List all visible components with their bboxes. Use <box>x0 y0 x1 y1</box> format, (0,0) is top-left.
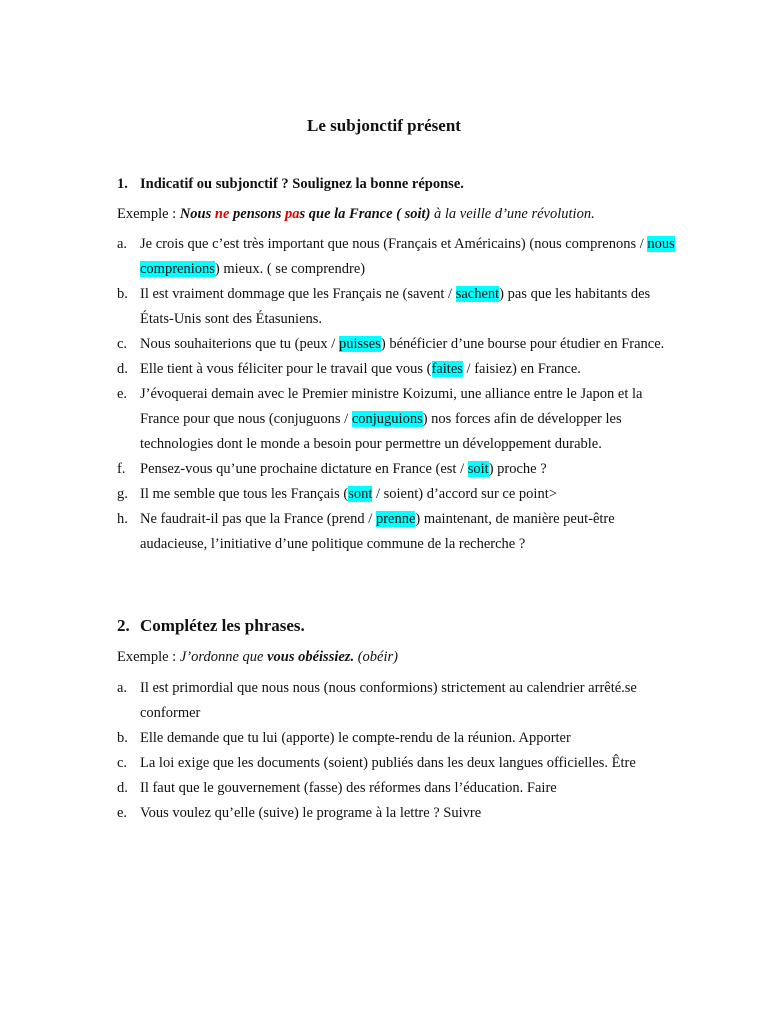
example-nous: Nous <box>179 206 215 222</box>
list-item <box>117 801 677 826</box>
section-2-heading <box>117 616 305 636</box>
item-text-before: Il me semble que tous les Français ( <box>140 486 349 502</box>
list-item <box>117 282 677 332</box>
list-item <box>117 507 677 557</box>
list-item <box>117 382 677 457</box>
list-item <box>117 482 677 507</box>
item-text-before: Ne faudrait-il pas que la France (prend / <box>140 511 376 527</box>
example-prefix: Exemple : <box>117 649 180 665</box>
item-marker: a. <box>117 680 128 696</box>
section-2-example <box>117 649 398 666</box>
section-1-heading-text: Indicatif ou subjonctif ? Soulignez la bonne réponse. <box>140 176 464 192</box>
example-que-la-france: s que la France ( soit) <box>299 206 431 222</box>
list-item <box>117 232 677 282</box>
item-marker: d. <box>117 780 128 796</box>
list-item <box>117 457 677 482</box>
item-text-before: Elle tient à vous féliciter pour le travail que vous ( <box>140 361 432 377</box>
item-text-after: ) pas que les habitants des États-Unis sont des Étasuniens. <box>140 286 651 327</box>
list-item <box>117 676 677 726</box>
section-2-list <box>117 676 677 826</box>
item-text-after: ) bénéficier d’une bourse pour étudier en France. <box>380 336 665 352</box>
item-marker: b. <box>117 286 128 302</box>
section-1-example <box>117 206 595 223</box>
item-answer-highlight: prenne <box>375 511 416 527</box>
section-1-heading <box>117 176 464 193</box>
item-text-after: ) proche ? <box>488 461 547 477</box>
example-italic-start: J’ordonne que <box>179 649 268 665</box>
item-text: Il faut que le gouvernement (fasse) des réformes dans l’éducation. Faire <box>140 780 557 796</box>
item-text: La loi exige que les documents (soient) publiés dans les deux langues officielles. Être <box>140 755 636 771</box>
list-item <box>117 357 677 382</box>
item-text: Il est primordial que nous nous (nous conformions) strictement au calendrier arrêté.se conformer <box>140 680 637 721</box>
list-item <box>117 751 677 776</box>
item-text: Vous voulez qu’elle (suive) le programe à la lettre ? Suivre <box>140 805 482 821</box>
item-text-before: Nous souhaiterions que tu (peux / <box>140 336 339 352</box>
item-marker: e. <box>117 386 128 402</box>
item-answer-highlight: sont <box>348 486 373 502</box>
item-marker: g. <box>117 486 128 502</box>
item-marker: h. <box>117 511 128 527</box>
item-text: Elle demande que tu lui (apporte) le compte-rendu de la réunion. Apporter <box>140 730 571 746</box>
item-marker: d. <box>117 361 128 377</box>
section-1-number: 1. <box>117 176 128 192</box>
item-text-after: ) maintenant, de manière peut-être audacieuse, l’initiative d’une politique commune de la recherche ? <box>140 511 615 552</box>
section-2-heading-text: Complétez les phrases. <box>140 616 305 635</box>
example-pensons: pensons <box>229 206 285 222</box>
example-bold-answer: vous obéissiez. <box>267 649 355 665</box>
item-answer-highlight: nous comprenions <box>140 236 675 277</box>
item-marker: a. <box>117 236 128 252</box>
example-prefix: Exemple : <box>117 206 180 222</box>
item-answer-highlight: soit <box>467 461 489 477</box>
item-marker: c. <box>117 336 128 352</box>
example-ne: ne <box>214 206 230 222</box>
item-text-before: J’évoquerai demain avec le Premier ministre Koizumi, une alliance entre le Japon et la France pour que nous (conjuguons / <box>140 386 643 427</box>
item-answer-highlight: puisses <box>338 336 381 352</box>
list-item <box>117 776 677 801</box>
item-marker: b. <box>117 730 128 746</box>
document-title: Le subjonctif présent <box>307 116 461 135</box>
example-rest: à la veille d’une révolution. <box>430 206 595 222</box>
example-italic-end: (obéir) <box>354 649 398 665</box>
list-item <box>117 332 677 357</box>
section-1-list <box>117 232 677 557</box>
item-marker: f. <box>117 461 126 477</box>
item-answer-highlight: conjuguions <box>351 411 423 427</box>
item-text-before: Il est vraiment dommage que les Français ne (savent / <box>140 286 456 302</box>
item-text-after: / soient) d’accord sur ce point> <box>372 486 557 502</box>
list-item <box>117 726 677 751</box>
item-marker: c. <box>117 755 128 771</box>
item-text-after: / faisiez) en France. <box>462 361 581 377</box>
item-answer-highlight: faites <box>431 361 463 377</box>
example-pa: pa <box>285 206 300 222</box>
item-answer-highlight: sachent <box>455 286 500 302</box>
item-text-after: ) nos forces afin de développer les technologies dont le monde a besoin pour permettre un développement durable. <box>140 411 622 452</box>
item-text-after: ) mieux. ( se comprendre) <box>214 261 366 277</box>
item-text-before: Je crois que c’est très important que nous (Français et Américains) (nous comprenons / <box>140 236 648 252</box>
section-2-number: 2. <box>117 616 130 635</box>
item-marker: e. <box>117 805 128 821</box>
item-text-before: Pensez-vous qu’une prochaine dictature en France (est / <box>140 461 468 477</box>
